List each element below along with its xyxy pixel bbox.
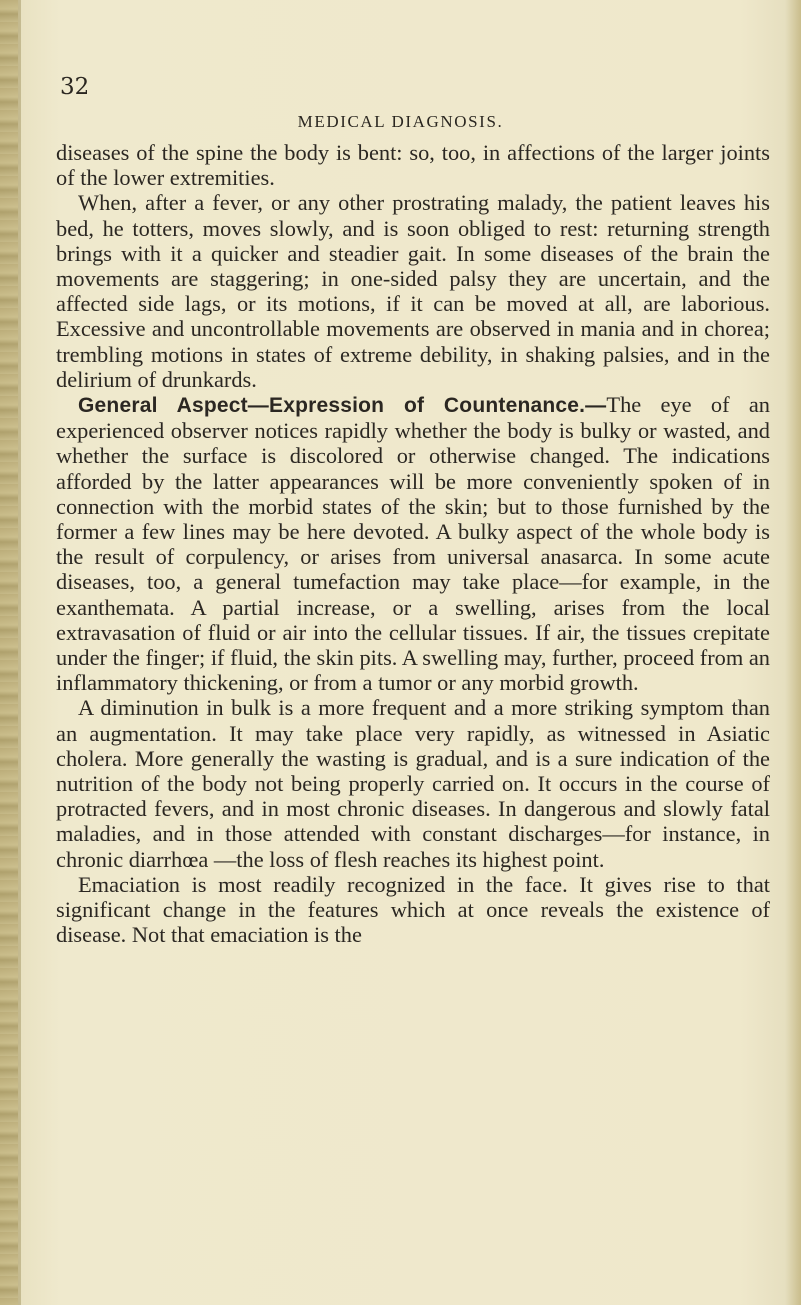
- paragraph-text: diseases of the spine the body is bent: so, too, in affections of the larger joints of the lower extremities.: [56, 140, 770, 191]
- paragraph-general-aspect: [56, 392, 770, 695]
- paragraph-continuation: [56, 140, 770, 190]
- page-binding: [0, 0, 18, 1305]
- running-head: MEDICAL DIAGNOSIS.: [297, 112, 504, 131]
- page-binding-edge: [18, 0, 21, 1305]
- paragraph-gait: [56, 190, 770, 392]
- paragraph-emaciation: [56, 872, 770, 948]
- body-text: [56, 140, 770, 948]
- paragraph-diminution: [56, 695, 770, 871]
- paragraph-text: The eye of an experienced observer notices rapidly whether the body is bulky or wasted, and whether the surface is discolored or otherwise changed. The indications afforded by the latter appearances will be more conveniently spoken of in connection with the morbid states of the skin; but to those furnished by the former a few lines may be here devoted. A bulky aspect of the whole body is the result of corpulency, or arises from universal anasarca. In some acute diseases, too, a general tumefaction may take place—for example, in the exanthemata. A partial increase, or a swelling, arises from the local extravasation of fluid or air into the cellular tissues. If air, the tissues crepitate under the finger; if fluid, the skin pits. A swelling may, further, proceed from an inflammatory thickening, or from a tumor or any morbid growth.: [56, 392, 770, 696]
- section-heading: General Aspect—Expression of Countenance.—: [78, 394, 607, 418]
- paragraph-text: Emaciation is most readily recognized in the face. It gives rise to that significant change in the features which at once reveals the existence of disease. Not that emaciation is the: [56, 871, 770, 948]
- paragraph-text: When, after a fever, or any other prostrating malady, the patient leaves his bed, he totters, moves slowly, and is soon obliged to rest: returning strength brings with it a quicker and steadier gait. In some diseases of the brain the movements are staggering; in one-sided palsy they are uncertain, and the affected side lags, or its motions, if it can be moved at all, are laborious. Excessive and uncontrollable movements are observed in mania and in chorea; trembling motions in states of extreme debility, in shaking palsies, and in the delirium of drunkards.: [56, 190, 770, 392]
- page-number: 32: [60, 74, 90, 100]
- paragraph-text: A diminution in bulk is a more frequent and a more striking symptom than an augmentation. It may take place very rapidly, as witnessed in Asiatic cholera. More generally the wasting is gradual, and is a sure indication of the nutrition of the body not being properly carried on. It occurs in the course of protracted fevers, and in most chronic diseases. In dangerous and slowly fatal maladies, and in those attended with constant discharges—for instance, in chronic diarrhœa —the loss of flesh reaches its highest point.: [56, 695, 770, 872]
